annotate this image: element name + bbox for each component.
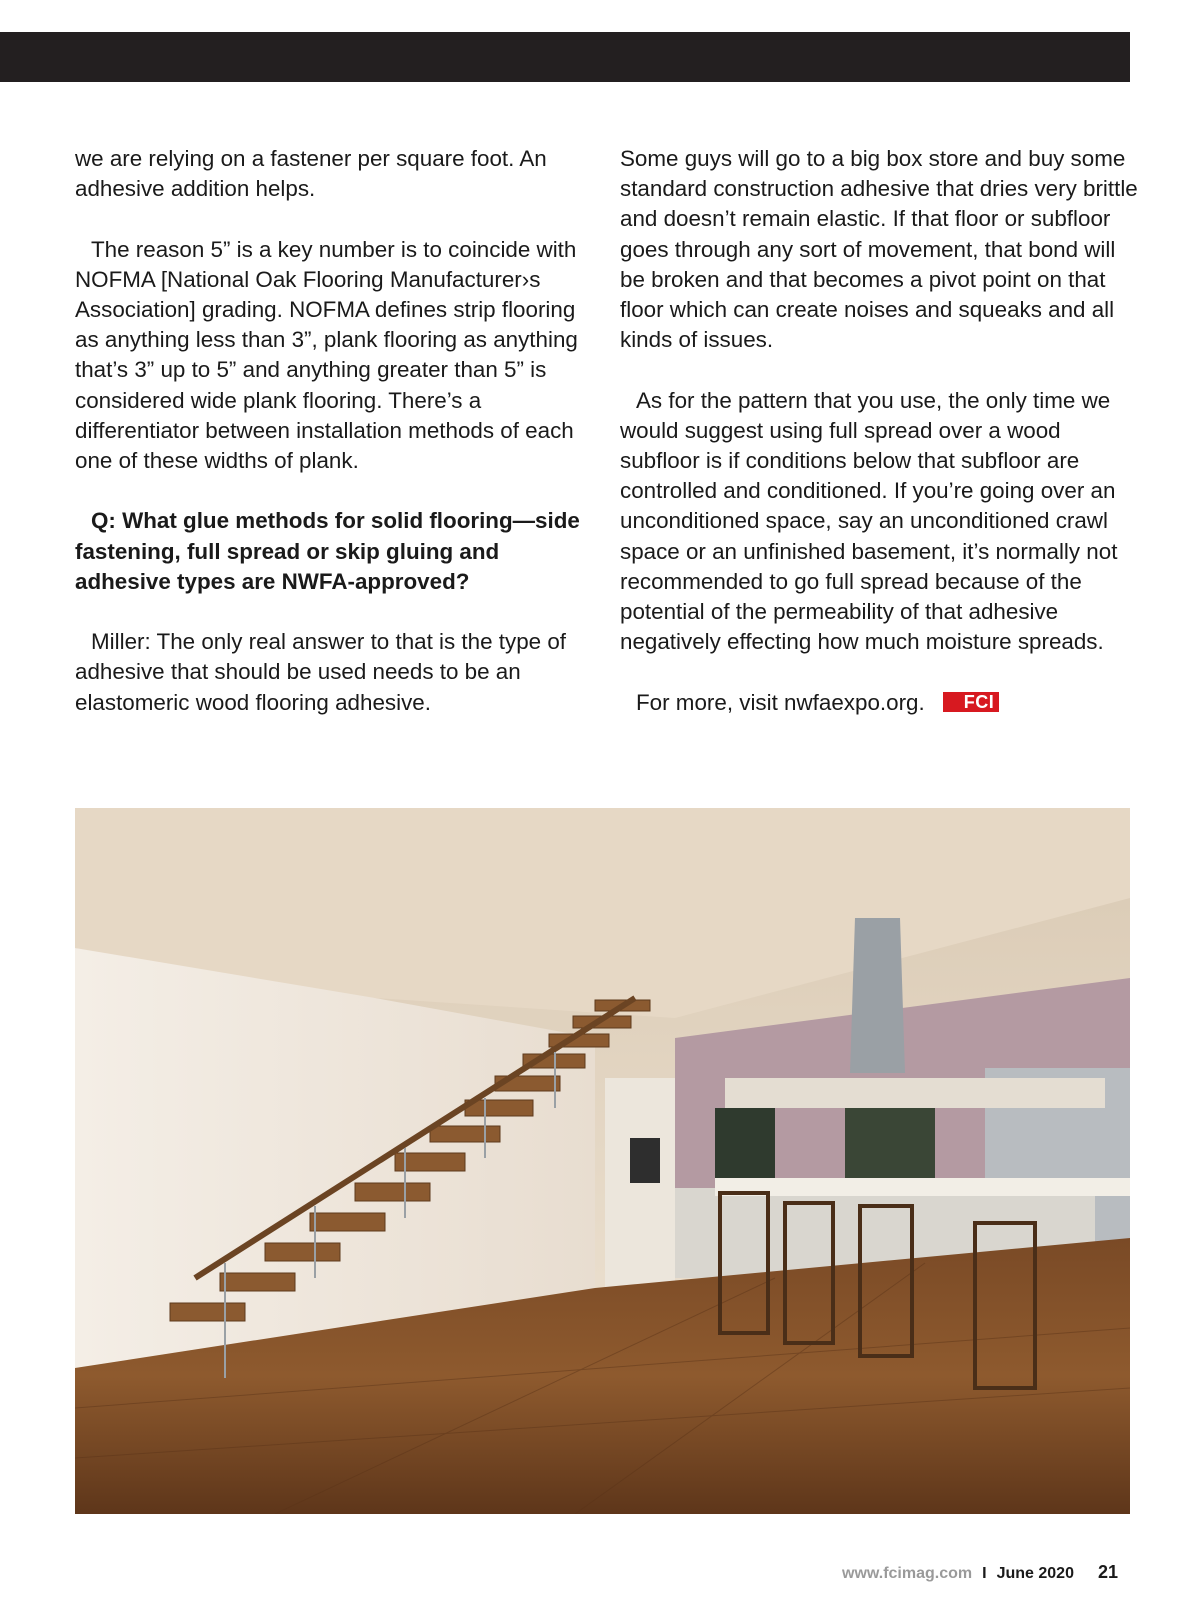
footer-url: www.fcimag.com (842, 1565, 973, 1582)
header-bar (0, 32, 1130, 82)
footer-issue: June 2020 (996, 1565, 1074, 1582)
visit-link-text: For more, visit nwfaexpo.org. (636, 689, 925, 715)
interior-photo (75, 808, 1130, 1514)
left-column (75, 144, 595, 748)
fci-end-mark: FCI (943, 692, 1000, 712)
page-footer (842, 1562, 1118, 1583)
left-paragraph-3: Miller: The only real answer to that is the type of adhesive that should be used needs to be an elastomeric wood flooring adhesive. (75, 629, 566, 715)
right-paragraph-2: As for the pattern that you use, the only time we would suggest using full spread over a wood subfloor is if conditions below that subfloor are controlled and conditioned. If you’re going over an unconditioned space, say an unconditioned crawl space or an unfinished basement, it’s normally not recommended to go full spread because of the potential of the permeability of that adhesive negatively effecting how much moisture spreads. (620, 387, 1118, 655)
right-column (620, 144, 1140, 748)
left-paragraph-1: we are relying on a fastener per square foot. An adhesive addition helps. (75, 146, 547, 202)
left-paragraph-2: The reason 5” is a key number is to coincide with NOFMA [National Oak Flooring Manufacturer›s Association] grading. NOFMA defines strip flooring as anything less than 3”, plank flooring as anything that’s 3” up to 5” and anything greater than 5” is considered wide plank flooring. There’s a differentiator between installation methods of each one of these widths of plank. (75, 236, 578, 474)
right-paragraph-3 (620, 688, 1140, 718)
question-heading: Q: What glue methods for solid flooring—side fastening, full spread or skip gluing and adhesive types are NWFA-approved? (75, 508, 580, 594)
footer-separator: I (982, 1565, 987, 1582)
right-paragraph-1: Some guys will go to a big box store and buy some standard construction adhesive that dries very brittle and doesn’t remain elastic. If that floor or subfloor goes through any sort of movement, that bond will be broken and that becomes a pivot point on that floor which can create noises and squeaks and all kinds of issues. (620, 146, 1138, 353)
page-number: 21 (1097, 1562, 1118, 1582)
